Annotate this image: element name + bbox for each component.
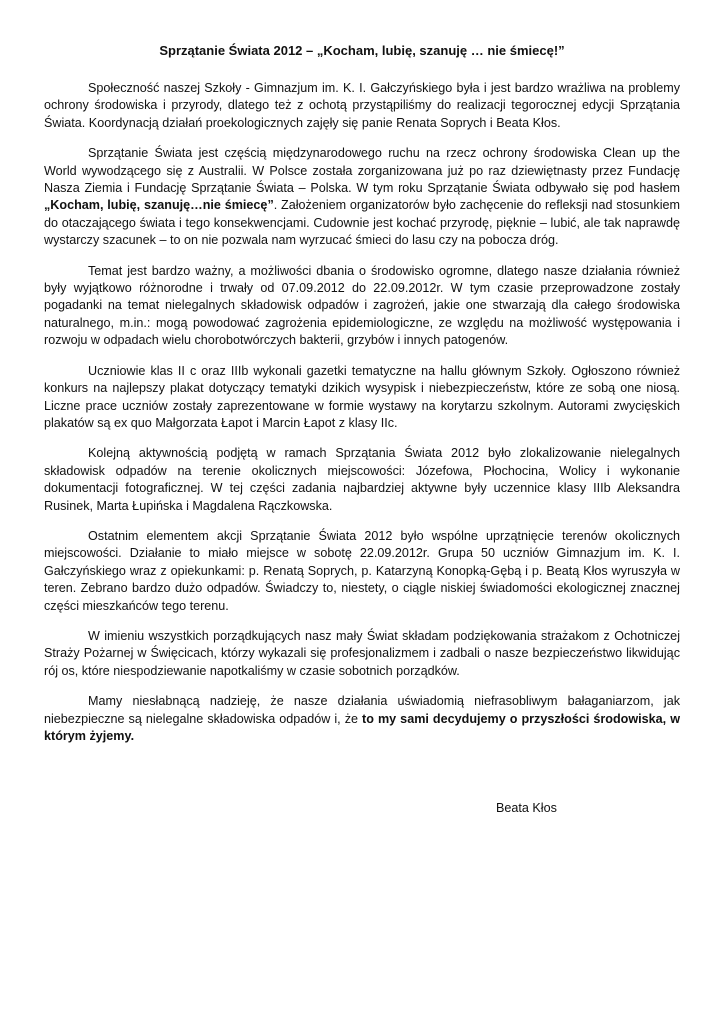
paragraph-5: Kolejną aktywnością podjętą w ramach Sprzątania Świata 2012 było zlokalizowanie nielegalnych składowisk odpadów na terenie okolicznych miejscowości: Józefowa, Płochocina, Wolicy i wykonanie dokumentacji fotograficznej. W tej części zadania najbardziej aktywne były uczennice klasy IIIb Aleksandra Rusinek, Marta Łupińska i Magdalena Rączkowska. xyxy=(44,446,680,513)
author-signature: Beata Kłos xyxy=(496,801,557,815)
paragraph-8 xyxy=(44,693,680,745)
paragraph-4: Uczniowie klas II c oraz IIIb wykonali gazetki tematyczne na hallu głównym Szkoły. Ogłoszono również konkurs na najlepszy plakat dotyczący tematyki dzikich wysypisk i niebezpieczeństw, które ze sobą one niosą. Liczne prace uczniów zostały zaprezentowane w formie wystawy na korytarzu szkolnym. Autorami zwycięskich plakatów są ex quo Małgorzata Łapot i Marcin Łapot z klasy IIc. xyxy=(44,363,680,430)
closing-statement: to my sami decydujemy o przyszłości środowiska, w którym żyjemy. xyxy=(44,711,680,743)
paragraph-2-text-end: . Założeniem organizatorów było zachęcenie do refleksji nad stosunkiem do otaczającego świata i tego konsekwencjami. Cudownie jest kochać przyrodę, pięknie – lubić, ale tak naprawdę wystarczy szacunek – to on nie pozwala nam wyrzucać śmieci do lasu czy na pobocza dróg. xyxy=(44,198,681,248)
paragraph-3: Temat jest bardzo ważny, a możliwości dbania o środowisko ogromne, dlatego nasze działania również były wyjątkowo różnorodne i trwały od 07.09.2012 do 22.09.2012r. W tym czasie przeprowadzone zostały pogadanki na temat nielegalnych składowisk odpadów i zagrożeń, jakie one stwarzają dla całego środowiska naturalnego, m.in.: mogą powodować zagrożenia epidemiologiczne, ze względu na możliwość występowania i rozwoju w odpadach wielu chorobotwórczych bakterii, grzybów i innych patogenów. xyxy=(44,263,680,348)
document-page xyxy=(44,42,680,758)
paragraph-2 xyxy=(44,145,680,249)
paragraph-1: Społeczność naszej Szkoły - Gimnazjum im. K. I. Gałczyńskiego była i jest bardzo wrażliwa na problemy ochrony środowiska i przyrody, dlatego też z ochotą przystąpiliśmy do realizacji tegorocznej edycji Sprzątania Świata. Koordynacją działań proekologicznych zajęły się panie Renata Soprych i Beata Kłos. xyxy=(44,81,680,130)
paragraph-2-text-start: Sprzątanie Świata jest częścią międzynarodowego ruchu na rzecz ochrony środowiska Clean up the World wywodzącego się z Australii. W Polsce została zorganizowana już po raz dziewiętnasty przez Fundację Nasza Ziemia i Fundację Sprzątanie Świata – Polska. W tym roku Sprzątanie Świata odbywało się pod hasłem xyxy=(44,146,680,196)
document-title: Sprzątanie Świata 2012 – „Kocham, lubię, szanuję … nie śmiecę!” xyxy=(159,43,565,58)
paragraph-6: Ostatnim elementem akcji Sprzątanie Świata 2012 było wspólne uprzątnięcie terenów okolicznych miejscowości. Działanie to miało miejsce w sobotę 22.09.2012r. Grupa 50 uczniów Gimnazjum im. K. I. Gałczyńskiego wraz z opiekunkami: p. Renatą Soprych, p. Katarzyną Konopką-Gębą i p. Beatą Kłos wyruszyła w teren. Zebrano bardzo dużo odpadów. Świadczy to, niestety, o ciągle niskiej świadomości ekologicznej znacznej części mieszkańców tego terenu. xyxy=(44,528,680,613)
paragraph-8-text-start: Mamy niesłabnącą nadzieję, że nasze działania uświadomią niefrasobliwym bałaganiarzom, jak niebezpieczne są nielegalne składowiska odpadów i, że xyxy=(44,694,680,726)
paragraph-7: W imieniu wszystkich porządkujących nasz mały Świat składam podziękowania strażakom z Ochotniczej Straży Pożarnej w Święcicach, którzy wykazali się profesjonalizmem i zadbali o nasze bezpieczeństwo likwidując rój os, które niespodziewanie napotkaliśmy w czasie sobotnich porządków. xyxy=(44,628,680,678)
campaign-slogan: „Kocham, lubię, szanuję…nie śmiecę” xyxy=(44,198,274,213)
